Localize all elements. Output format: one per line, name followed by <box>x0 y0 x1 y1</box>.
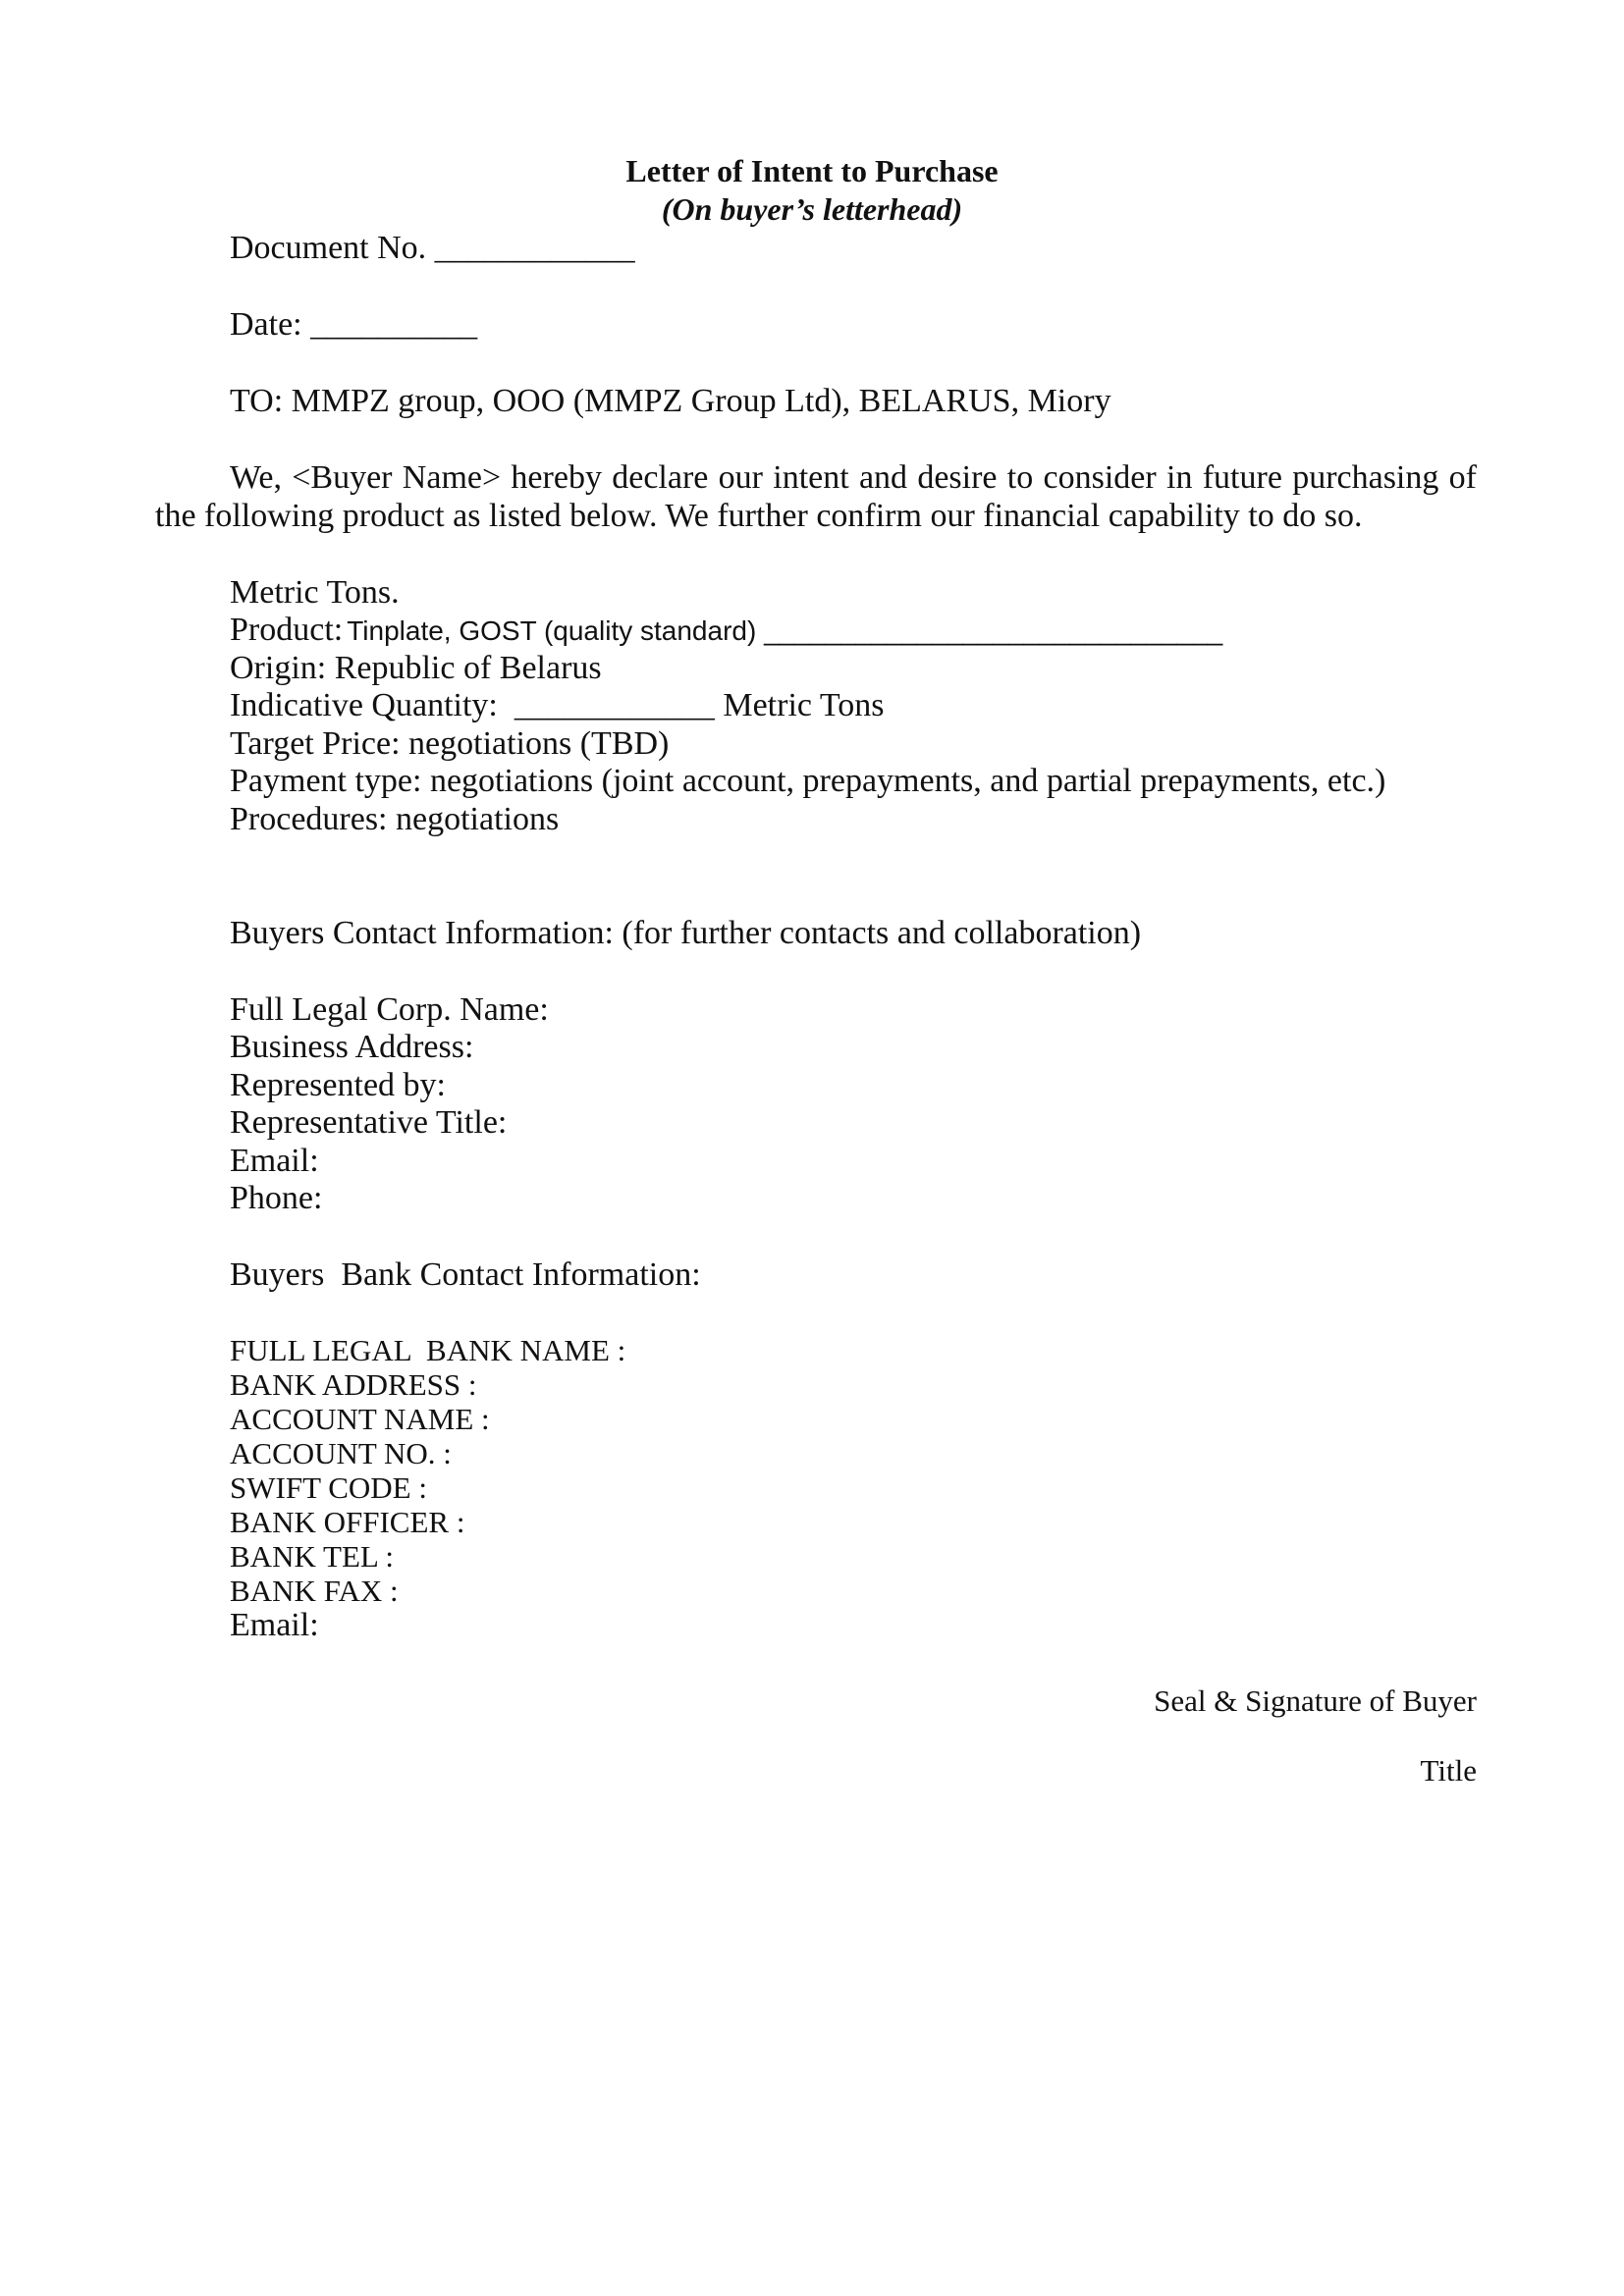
seal-signature-label: Seal & Signature of Buyer <box>1154 1683 1477 1718</box>
document-number-line: Document No. ____________ <box>230 230 635 266</box>
buyer-field-business-address: Business Address: <box>230 1029 474 1065</box>
procedures-line: Procedures: negotiations <box>230 801 560 837</box>
metric-tons-line: Metric Tons. <box>230 574 400 611</box>
target-price-line: Target Price: negotiations (TBD) <box>230 725 670 762</box>
recipient-line: TO: MMPZ group, OOO (MMPZ Group Ltd), BELARUS, Miory <box>230 383 1111 419</box>
declaration-line-1: We, <Buyer Name> hereby declare our intent and desire to consider in future purchasing of <box>230 459 1477 496</box>
bank-field-account-name: ACCOUNT NAME : <box>230 1402 490 1436</box>
buyer-field-email: Email: <box>230 1143 319 1179</box>
buyer-field-phone: Phone: <box>230 1180 323 1216</box>
product-value: Tinplate, GOST (quality standard) ______________________________ <box>347 615 1223 646</box>
quantity-line: Indicative Quantity: ____________ Metric Tons <box>230 687 885 723</box>
bank-field-bank-address: BANK ADDRESS : <box>230 1367 477 1402</box>
buyer-field-representative-title: Representative Title: <box>230 1104 508 1141</box>
bank-field-bank-tel: BANK TEL : <box>230 1539 395 1574</box>
declaration-line-2: the following product as listed below. We further confirm our financial capability to do so. <box>155 498 1363 534</box>
date-line: Date: __________ <box>230 306 478 343</box>
bank-field-bank-officer: BANK OFFICER : <box>230 1505 465 1539</box>
payment-type-line: Payment type: negotiations (joint account, prepayments, and partial prepayments, etc.) <box>230 763 1386 799</box>
bank-field-bank-name: FULL LEGAL BANK NAME : <box>230 1333 626 1367</box>
document-subtitle: (On buyer’s letterhead) <box>661 191 963 227</box>
product-label: Product: <box>230 612 344 648</box>
buyer-field-represented-by: Represented by: <box>230 1067 446 1103</box>
buyer-field-corp-name: Full Legal Corp. Name: <box>230 991 549 1028</box>
bank-contact-heading: Buyers Bank Contact Information: <box>230 1256 701 1293</box>
product-line <box>230 614 1222 647</box>
bank-field-account-no: ACCOUNT NO. : <box>230 1436 452 1470</box>
bank-field-bank-fax: BANK FAX : <box>230 1574 399 1608</box>
signature-title-label: Title <box>1420 1753 1477 1788</box>
bank-field-email: Email: <box>230 1607 319 1643</box>
bank-field-swift-code: SWIFT CODE : <box>230 1470 427 1505</box>
buyer-contact-heading: Buyers Contact Information: (for further contacts and collaboration) <box>230 915 1142 951</box>
document-title: Letter of Intent to Purchase <box>625 153 999 188</box>
origin-line: Origin: Republic of Belarus <box>230 650 602 686</box>
